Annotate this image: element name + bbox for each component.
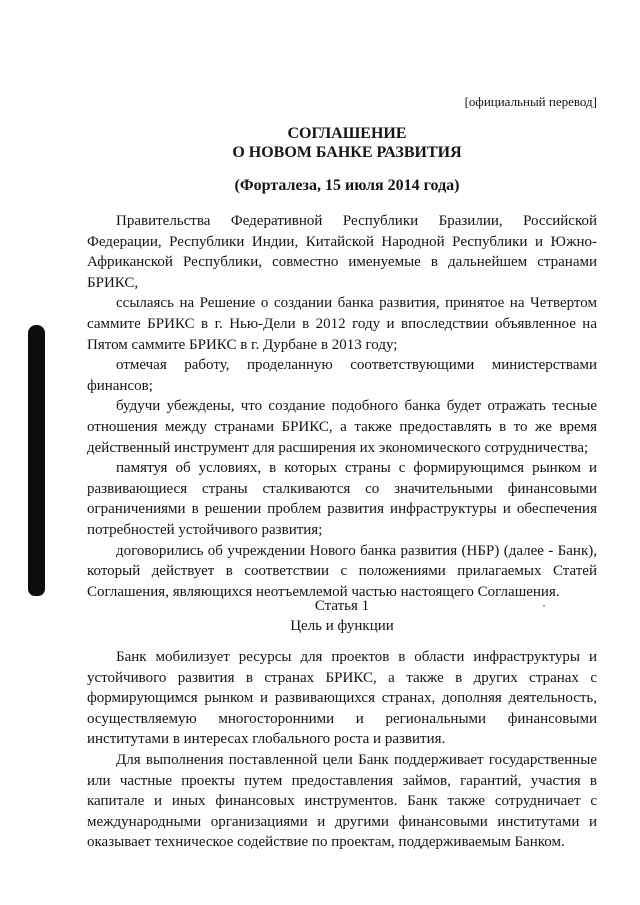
article-paragraph: Банк мобилизует ресурсы для проектов в области инфраструктуры и устойчивого развития в странах БРИКС, а также в других странах с формирующимся рынком и развивающихся странах, дополняя деятельность, осуществляемую многосторонними и региональными финансовыми институтами в интересах глобального роста и развития. [87,649,597,748]
preamble-paragraph: Правительства Федеративной Республики Бразилии, Российской Федерации, Республики Индии, Китайской Народной Республики и Южно-Африканской Республики, совместно именуемые в дальнейшем странами БРИКС, [87,213,597,291]
agreement-subtitle: О НОВОМ БАНКЕ РАЗВИТИЯ [232,144,462,161]
article-paragraph: Для выполнения поставленной цели Банк поддерживает государственные или частные проекты путем предоставления займов, гарантий, участия в капитале и иных финансовых инструментов. Банк также сотрудничает с международными организациями и другими финансовыми институтами и оказывает техническое содействие по проектам, поддерживаемым Банком. [87,751,597,851]
preamble-paragraph: отмечая работу, проделанную соответствующими министерствами финансов; [87,357,597,394]
scan-speck [543,605,545,607]
preamble-paragraph: памятуя об условиях, в которых страны с формирующимся рынком и развивающиеся страны сталкиваются со значительными финансовыми ограничениями в решении проблем развития инфраструктуры и обеспечения потребностей устойчивого развития; [87,460,597,538]
redaction-mark [28,325,45,596]
preamble [87,211,597,602]
agreement-title: СОГЛАШЕНИЕ [287,125,407,142]
preamble-paragraph: будучи убеждены, что создание подобного банка будет отражать тесные отношения между странами БРИКС, а также предоставлять в то же время действенный инструмент для расширения их экономического сотрудничества; [87,398,597,456]
place-date: (Форталеза, 15 июля 2014 года) [234,177,460,194]
article-number: Статья 1 [314,598,370,614]
article-heading: Цель и функции [290,618,394,634]
article-body [87,647,597,853]
preamble-paragraph: договорились об учреждении Нового банка развития (НБР) (далее - Банк), который действует в соответствии с положениями прилагаемых Статей Соглашения, являющихся неотъемлемой частью настоящего Соглашения. [87,542,597,600]
official-translation-tag: [официальный перевод] [464,94,597,109]
preamble-paragraph: ссылаясь на Решение о создании банка развития, принятое на Четвертом саммите БРИКС в г. Нью-Дели в 2012 году и впоследствии объявленное на Пятом саммите БРИКС в г. Дурбане в 2013 году; [87,295,597,353]
